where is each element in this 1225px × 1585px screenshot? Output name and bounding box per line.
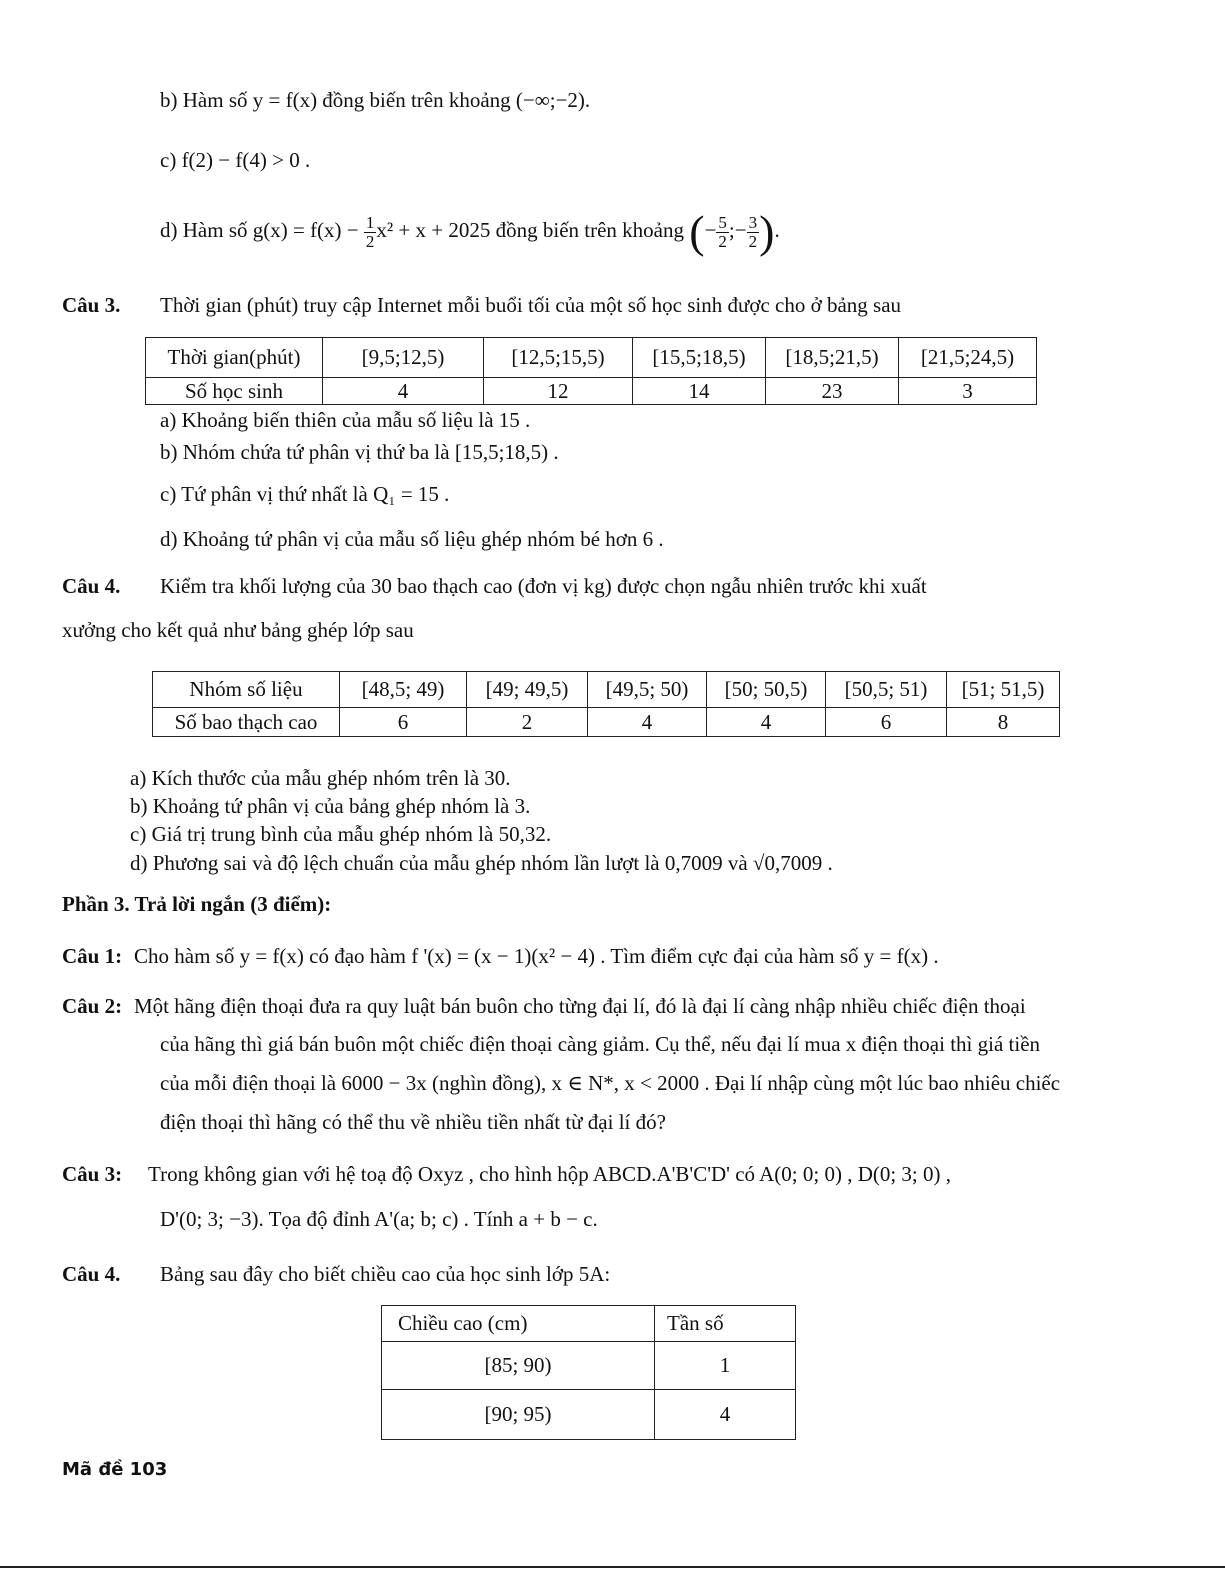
table-cell: [49; 49,5)	[467, 672, 588, 708]
table-cell: 4	[707, 708, 826, 737]
exam-code-footer: Mã đề 103	[62, 1459, 168, 1480]
table-cell: Số bao thạch cao	[153, 708, 340, 737]
q4-table	[152, 671, 1060, 737]
q2-item-c: c) f(2) − f(4) > 0 .	[160, 148, 311, 172]
table-cell: 1	[655, 1342, 796, 1390]
q3-item-d: d) Khoảng tứ phân vị của mẫu số liệu ghép nhóm bé hơn 6 .	[160, 527, 664, 551]
q2-item-d-prefix: d) Hàm số g(x) = f(x) −	[160, 218, 364, 242]
q4-text-1: Kiểm tra khối lượng của 30 bao thạch cao (đơn vị kg) được chọn ngẫu nhiên trước khi xuất	[160, 574, 927, 598]
table-cell: 4	[588, 708, 707, 737]
table-cell: 3	[899, 378, 1037, 405]
q4-item-b: b) Khoảng tứ phân vị của bảng ghép nhóm là 3.	[130, 794, 531, 818]
table-cell: [50,5; 51)	[826, 672, 947, 708]
table-cell: [90; 95)	[382, 1390, 655, 1440]
table-cell: 4	[655, 1390, 796, 1440]
table-cell: Nhóm số liệu	[153, 672, 340, 708]
table-cell: 8	[947, 708, 1060, 737]
table-cell: [21,5;24,5)	[899, 338, 1037, 378]
table-cell: 4	[323, 378, 484, 405]
q3-item-a: a) Khoảng biến thiên của mẫu số liệu là 15 .	[160, 408, 531, 432]
right-paren: )	[759, 206, 775, 258]
table-cell: 2	[467, 708, 588, 737]
table-row	[146, 338, 1037, 378]
table-cell: 6	[340, 708, 467, 737]
q3-table	[145, 337, 1037, 405]
q2-item-b: b) Hàm số y = f(x) đồng biến trên khoảng (−∞;−2).	[160, 88, 591, 112]
table-cell: Số học sinh	[146, 378, 323, 405]
table-cell: [51; 51,5)	[947, 672, 1060, 708]
table-cell: [15,5;18,5)	[633, 338, 766, 378]
part3-c3-line2: D'(0; 3; −3). Tọa độ đỉnh A'(a; b; c) . Tính a + b − c.	[160, 1207, 598, 1231]
table-row	[382, 1306, 796, 1342]
table-cell: [48,5; 49)	[340, 672, 467, 708]
part3-c2-line4: điện thoại thì hãng có thể thu về nhiều tiền nhất từ đại lí đó?	[160, 1110, 666, 1134]
q4-item-d: d) Phương sai và độ lệch chuẩn của mẫu ghép nhóm lần lượt là 0,7009 và √0,7009 .	[130, 851, 833, 875]
q3-item-b: b) Nhóm chứa tứ phân vị thứ ba là [15,5;18,5) .	[160, 440, 559, 464]
table-cell: [50; 50,5)	[707, 672, 826, 708]
q2-item-d-suffix: .	[774, 218, 780, 242]
q2-item-d: d) Hàm số g(x) = f(x) − $\frac{1}{2}$ x² + x + 2025 đồng biến trên khoảng (− $\frac{5}{2}$ ;− $\frac{3}{2}$ ).	[160, 206, 780, 258]
q4-item-c: c) Giá trị trung bình của mẫu ghép nhóm là 50,32.	[130, 822, 552, 846]
part3-c3-label: Câu 3:	[62, 1162, 123, 1186]
left-paren: (	[689, 206, 705, 258]
table-header-cell: Chiều cao (cm)	[382, 1306, 655, 1342]
part3-c1-label: Câu 1:	[62, 944, 123, 968]
q3-item-c: c) Tứ phân vị thứ nhất là Q₁ = 15 .	[160, 482, 450, 506]
table-cell: 12	[484, 378, 633, 405]
part3-c4-label: Câu 4.	[62, 1262, 121, 1286]
fraction-numerator: 5	[718, 212, 727, 232]
fraction-denominator: 2	[365, 231, 375, 251]
table-cell: [18,5;21,5)	[766, 338, 899, 378]
interval-fraction-1	[716, 214, 729, 251]
q2-item-d-fraction	[364, 214, 377, 251]
q4-item-a: a) Kích thước của mẫu ghép nhóm trên là 30.	[130, 766, 511, 790]
table-header-cell: Tần số	[655, 1306, 796, 1342]
q2-item-d-mid: x² + x + 2025 đồng biến trên khoảng	[376, 218, 690, 242]
fraction-numerator: 3	[748, 212, 758, 232]
table-cell: 23	[766, 378, 899, 405]
table-cell: [85; 90)	[382, 1342, 655, 1390]
table-row	[382, 1390, 796, 1440]
table-row	[382, 1342, 796, 1390]
table-cell: 14	[633, 378, 766, 405]
q3-text: Thời gian (phút) truy cập Internet mỗi buổi tối của một số học sinh được cho ở bảng sau	[160, 293, 902, 317]
fraction-denominator: 2	[718, 231, 727, 251]
part3-c2-line3: của mỗi điện thoại là 6000 − 3x (nghìn đồng), x ∈ N*, x < 2000 . Đại lí nhập cùng một lúc bao nhiêu chiếc	[160, 1071, 1061, 1095]
part3-c2-line2: của hãng thì giá bán buôn một chiếc điện thoại càng giảm. Cụ thể, nếu đại lí mua x điện thoại thì giá tiền	[160, 1032, 1041, 1056]
table-cell: [49,5; 50)	[588, 672, 707, 708]
table-row	[153, 672, 1060, 708]
fraction-numerator: 1	[365, 212, 375, 232]
q4-label: Câu 4.	[62, 574, 121, 598]
table-cell: [12,5;15,5)	[484, 338, 633, 378]
interval-fraction-2	[747, 214, 760, 251]
q4-text-2: xưởng cho kết quả như bảng ghép lớp sau	[62, 618, 414, 642]
part3-c4-text: Bảng sau đây cho biết chiều cao của học sinh lớp 5A:	[160, 1262, 611, 1286]
part3-c2-line1: Một hãng điện thoại đưa ra quy luật bán buôn cho từng đại lí, đó là đại lí càng nhập nhiều chiếc điện thoại	[134, 994, 1026, 1018]
table-cell: Thời gian(phút)	[146, 338, 323, 378]
part3-c3-line1: Trong không gian với hệ toạ độ Oxyz , cho hình hộp ABCD.A'B'C'D' có A(0; 0; 0) , D(0; 3; 0) ,	[148, 1162, 952, 1186]
table-cell: 6	[826, 708, 947, 737]
part3-c4-table	[381, 1305, 796, 1440]
table-row	[153, 708, 1060, 737]
part3-title: Phần 3. Trả lời ngắn (3 điểm):	[62, 892, 332, 916]
fraction-denominator: 2	[748, 231, 758, 251]
table-row	[146, 378, 1037, 405]
footer-rule	[0, 1566, 1225, 1568]
q3-label: Câu 3.	[62, 293, 121, 317]
part3-c2-label: Câu 2:	[62, 994, 123, 1018]
part3-c1-text: Cho hàm số y = f(x) có đạo hàm f '(x) = (x − 1)(x² − 4) . Tìm điểm cực đại của hàm số y = f(x) .	[134, 944, 939, 968]
table-cell: [9,5;12,5)	[323, 338, 484, 378]
